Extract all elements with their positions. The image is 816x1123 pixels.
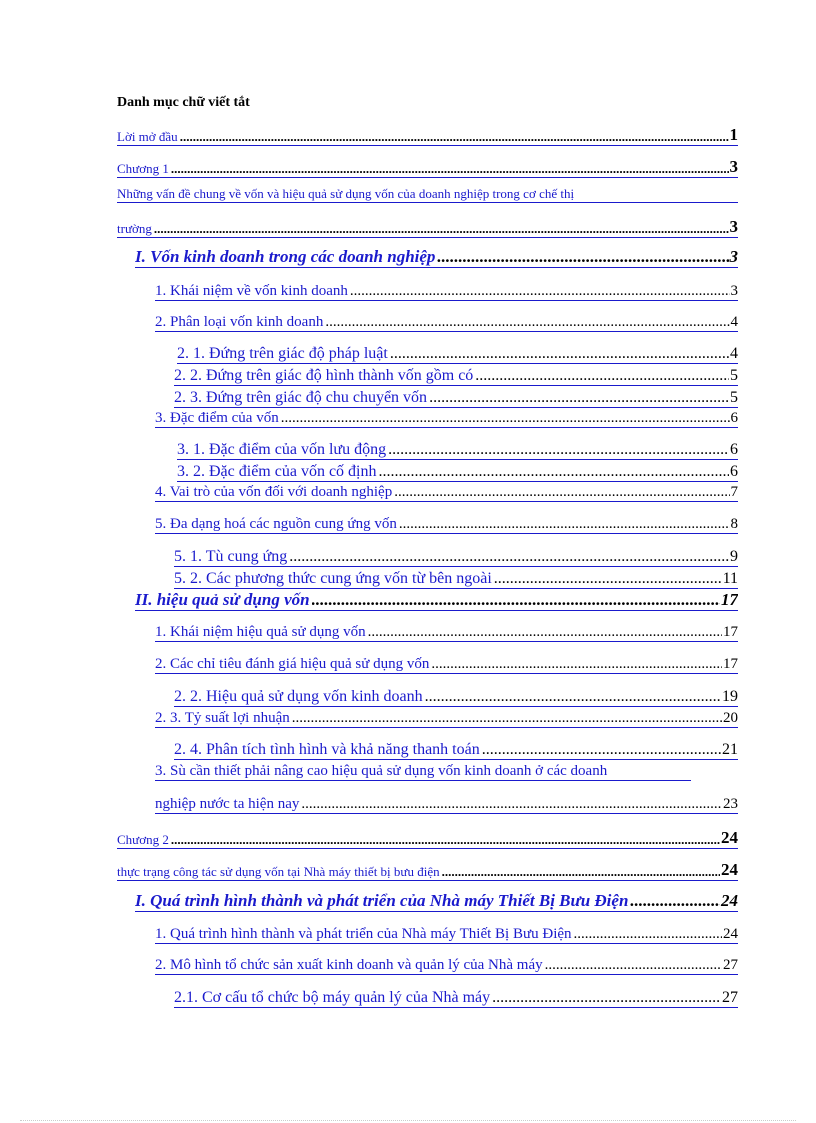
toc-entry-2-phan-loai[interactable] <box>155 314 738 332</box>
toc-leader <box>437 247 728 267</box>
toc-leader <box>494 570 722 588</box>
toc-entry-5-2[interactable] <box>174 570 738 589</box>
toc-page-number: 17 <box>723 656 738 672</box>
toc-entry-title: 5. Đa dạng hoá các nguồn cung ứng vốn <box>155 516 397 532</box>
toc-page-number: 1 <box>729 125 738 144</box>
toc-entry-5-1[interactable] <box>174 548 738 567</box>
toc-page-number: 3 <box>729 157 738 176</box>
toc-leader <box>350 283 730 300</box>
toc-leader <box>574 926 722 943</box>
toc-leader <box>431 656 722 673</box>
toc-entry-title: trường <box>117 220 152 236</box>
toc-leader <box>292 710 722 727</box>
toc-entry-2-3[interactable] <box>174 389 738 408</box>
toc-entry-title: I. Quá trình hình thành và phát triển của Nhà máy Thiết Bị Bưu Điện <box>135 891 629 910</box>
toc-entry-ii-1[interactable] <box>155 624 738 642</box>
toc-leader <box>171 833 720 848</box>
toc-entry-ii-3-line2[interactable] <box>155 796 738 814</box>
toc-leader <box>171 162 729 177</box>
toc-entry-title: 4. Vai trò của vốn đối với doanh nghiệp <box>155 484 393 500</box>
toc-leader <box>368 624 722 641</box>
toc-entry-3-dac-diem[interactable] <box>155 410 738 428</box>
toc-page-number: 20 <box>723 710 738 726</box>
toc-entry-title: Lời mở đầu <box>117 128 178 144</box>
toc-entry-title: II. hiệu quả sử dụng vốn <box>135 590 310 609</box>
toc-page-number: 24 <box>721 891 738 910</box>
toc-entry-3-2[interactable] <box>177 463 738 482</box>
toc-leader <box>442 865 720 880</box>
toc-leader <box>545 957 722 974</box>
toc-page-number: 9 <box>730 548 738 565</box>
toc-entry-title: 3. 1. Đặc điểm của vốn lưu động <box>177 441 387 458</box>
toc-leader <box>630 891 720 911</box>
toc-entry-2-2[interactable] <box>174 367 738 386</box>
toc-leader <box>399 516 730 533</box>
toc-leader <box>390 345 729 363</box>
toc-page-number: 4 <box>730 345 738 362</box>
toc-leader <box>180 130 729 145</box>
toc-page-number: 5 <box>730 367 738 384</box>
toc-leader <box>289 548 729 566</box>
toc-leader <box>482 741 721 759</box>
toc-leader <box>312 590 720 610</box>
toc-entry-nhung-van-de-line1[interactable] <box>117 187 738 203</box>
toc-leader <box>154 222 729 237</box>
toc-entry-ch2-2-1[interactable] <box>174 989 738 1008</box>
toc-page-number: 6 <box>730 463 738 480</box>
toc-leader <box>281 410 730 427</box>
toc-page-number: 7 <box>730 484 738 500</box>
toc-entry-title: 2. 3. Đứng trên giác độ chu chuyển vốn <box>174 389 428 406</box>
toc-entry-section-1[interactable] <box>135 247 738 268</box>
toc-leader <box>492 989 721 1007</box>
toc-page-number: 6 <box>730 441 738 458</box>
toc-entry-title: 2. Mô hình tổ chức sản xuất kinh doanh và quản lý của Nhà máy <box>155 957 543 973</box>
toc-entry-2-1[interactable] <box>177 345 738 364</box>
toc-page-number: 27 <box>722 989 738 1006</box>
toc-entry-title: 2. 1. Đứng trên giác độ pháp luật <box>177 345 388 362</box>
toc-entry-loi-mo-dau[interactable] <box>117 125 738 146</box>
toc-page-number: 5 <box>730 389 738 406</box>
toc-page-number: 3 <box>729 247 738 266</box>
toc-entry-title: 5. 2. Các phương thức cung ứng vốn từ bên ngoài <box>174 570 492 587</box>
toc-page-number: 27 <box>723 957 738 973</box>
toc-entry-title: nghiệp nước ta hiện nay <box>155 796 300 812</box>
toc-entry-chuong-1[interactable] <box>117 157 738 178</box>
toc-page-number: 17 <box>723 624 738 640</box>
toc-entry-title: 2. 3. Tỷ suất lợi nhuận <box>155 710 290 726</box>
toc-entry-title: 3. 2. Đặc điểm của vốn cố định <box>177 463 377 480</box>
toc-entry-ii-2[interactable] <box>155 656 738 674</box>
toc-page-number: 6 <box>730 410 738 426</box>
toc-entry-ch2-1[interactable] <box>155 926 738 944</box>
toc-entry-title: 2. 4. Phân tích tình hình và khả năng thanh toán <box>174 741 480 758</box>
toc-page-number: 23 <box>723 796 738 812</box>
toc-entry-title: 2.1. Cơ cấu tổ chức bộ máy quản lý của Nhà máy <box>174 989 491 1006</box>
toc-leader <box>475 367 729 385</box>
toc-entry-title: 1. Khái niệm về vốn kinh doanh <box>155 283 348 299</box>
toc-leader <box>301 796 722 813</box>
toc-leader <box>394 484 729 501</box>
toc-entry-nhung-van-de-line2[interactable] <box>117 217 738 238</box>
toc-entry-ii-2-4[interactable] <box>174 741 738 760</box>
toc-entry-title: I. Vốn kinh doanh trong các doanh nghiệp <box>135 247 436 266</box>
toc-page-number: 3 <box>730 283 738 299</box>
toc-entry-title: Những vấn đề chung về vốn và hiệu quả sử dụng vốn của doanh nghiệp trong cơ chế thị <box>117 186 575 201</box>
toc-leader <box>425 688 721 706</box>
toc-page-number: 17 <box>721 590 738 609</box>
toc-leader <box>325 314 729 331</box>
toc-page-number: 11 <box>722 570 738 587</box>
toc-entry-ii-2-3[interactable] <box>155 710 738 728</box>
toc-entry-5-da-dang-hoa[interactable] <box>155 516 738 534</box>
toc-entry-section-2[interactable] <box>135 590 738 611</box>
toc-entry-chuong-2[interactable] <box>117 828 738 849</box>
toc-page-number: 24 <box>721 860 738 879</box>
toc-entry-title: thực trạng công tác sử dụng vốn tại Nhà máy thiết bị bưu điện <box>117 863 440 879</box>
toc-leader <box>429 389 729 407</box>
toc-entry-title: Chương 2 <box>117 831 169 847</box>
toc-entry-title: 2. Phân loại vốn kinh doanh <box>155 314 324 330</box>
page-bottom-divider <box>20 1120 796 1121</box>
toc-entry-title: 5. 1. Tù cung ứng <box>174 548 288 565</box>
toc-entry-title: 1. Khái niệm hiệu quả sử dụng vốn <box>155 624 366 640</box>
toc-entry-title: 3. Sù cần thiết phải nâng cao hiệu quả sử dụng vốn kinh doanh ở các doanh <box>155 763 608 779</box>
toc-entry-ii-2-2[interactable] <box>174 688 738 707</box>
toc-entry-title: 3. Đặc điểm của vốn <box>155 410 279 426</box>
toc-entry-ch2-section-1[interactable] <box>135 891 738 912</box>
toc-page-number: 4 <box>730 314 738 330</box>
toc-entry-1-khai-niem[interactable] <box>155 283 738 301</box>
toc-entry-4-vai-tro[interactable] <box>155 484 738 502</box>
toc-entry-title: 2. 2. Đứng trên giác độ hình thành vốn gồm có <box>174 367 474 384</box>
toc-page-number: 21 <box>722 741 738 758</box>
toc-leader <box>388 441 729 459</box>
toc-entry-ch2-2[interactable] <box>155 957 738 975</box>
toc-entry-title: 2. Các chỉ tiêu đánh giá hiệu quả sử dụng vốn <box>155 656 430 672</box>
toc-entry-title: Chương 1 <box>117 160 169 176</box>
toc-entry-3-1[interactable] <box>177 441 738 460</box>
toc-entry-thuc-trang[interactable] <box>117 860 738 881</box>
toc-page-number: 3 <box>729 217 738 236</box>
toc-page-number: 24 <box>723 926 738 942</box>
toc-page-number: 8 <box>730 516 738 532</box>
toc-entry-ii-3-line1[interactable] <box>155 763 691 781</box>
toc-leader <box>379 463 730 481</box>
toc-heading: Danh mục chữ viết tắt <box>117 95 250 110</box>
toc-page-number: 19 <box>722 688 738 705</box>
toc-entry-title: 1. Quá trình hình thành và phát triển của Nhà máy Thiết Bị Bưu Điện <box>155 926 572 942</box>
toc-entry-title: 2. 2. Hiệu quả sử dụng vốn kinh doanh <box>174 688 423 705</box>
toc-page-number: 24 <box>721 828 738 847</box>
